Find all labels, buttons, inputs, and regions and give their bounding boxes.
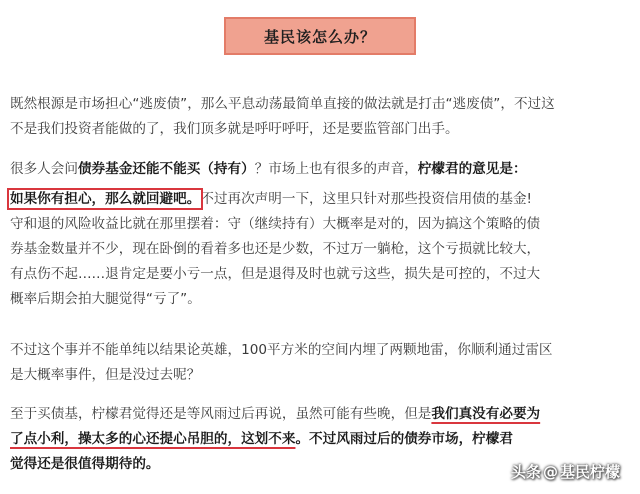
text-segment: ？市场上也有很多的声音，	[254, 161, 418, 177]
paragraph-line	[10, 157, 630, 182]
paragraph-advice	[10, 157, 630, 312]
bold-question: 债券基金还能不能买（持有）	[77, 161, 255, 177]
watermark-prefix: 头条	[510, 463, 541, 481]
section-heading	[224, 17, 416, 55]
underlined-highlight: 了点小利，操太多的心还提心吊胆的，这划不来	[10, 431, 296, 447]
paragraph-line: 概率后期会拍大腿觉得“亏了”。	[10, 291, 201, 307]
text-segment: 很多人会问	[10, 161, 78, 177]
at-icon: @	[542, 462, 558, 481]
boxed-highlight: 如果你有担心，那么就回避吧。	[10, 191, 201, 207]
section-heading-text: 基民该怎么办？	[263, 27, 376, 46]
bold-text-segment: 觉得还是很值得期待的。	[10, 456, 160, 472]
paragraph-line	[10, 187, 630, 212]
paragraph-line	[10, 427, 630, 452]
paragraph-minefield	[10, 338, 630, 388]
watermark-author: 基民柠檬	[559, 463, 620, 481]
paragraph-line: 既然根源是市场担心“逃废债”，那么平息动荡最简单直接的做法就是打击“逃废债”，不过这	[10, 96, 555, 112]
paragraph-line	[10, 402, 630, 427]
text-segment: 不过再次声明一下，这里只针对那些投资信用债的基金!	[200, 191, 533, 207]
paragraph-line: 有点伤不起……退肯定是要小亏一点，但是退得及时也就亏这些，损失是可控的，不过大	[10, 266, 541, 282]
paragraph-root-cause	[10, 92, 630, 142]
watermark	[511, 461, 620, 482]
paragraph-line: 券基金数量并不少，现在卧倒的看着多也还是少数，不过万一躺枪，这个亏损就比较大，	[10, 241, 541, 257]
bold-opinion-lead: 柠檬君的意见是：	[417, 161, 527, 177]
paragraph-line: 不过这个事并不能单纯以结果论英雄，100平方米的空间内埋了两颗地雷，你顺利通过雷区	[10, 342, 553, 358]
bold-text-segment: 。不过风雨过后的债券市场，柠檬君	[295, 431, 513, 447]
paragraph-line: 是大概率事件，但是没过去呢？	[10, 367, 201, 383]
paragraph-line: 不是我们投资者能做的了，我们顶多就是呼吁呼吁，还是要监管部门出手。	[10, 121, 459, 137]
paragraph-line: 守和退的风险收益比就在那里摆着：守（继续持有）大概率是对的，因为搞这个策略的债	[10, 216, 541, 232]
underlined-highlight: 我们真没有必要为	[431, 406, 541, 422]
text-segment: 至于买债基，柠檬君觉得还是等风雨过后再说，虽然可能有些晚，但是	[10, 406, 432, 422]
